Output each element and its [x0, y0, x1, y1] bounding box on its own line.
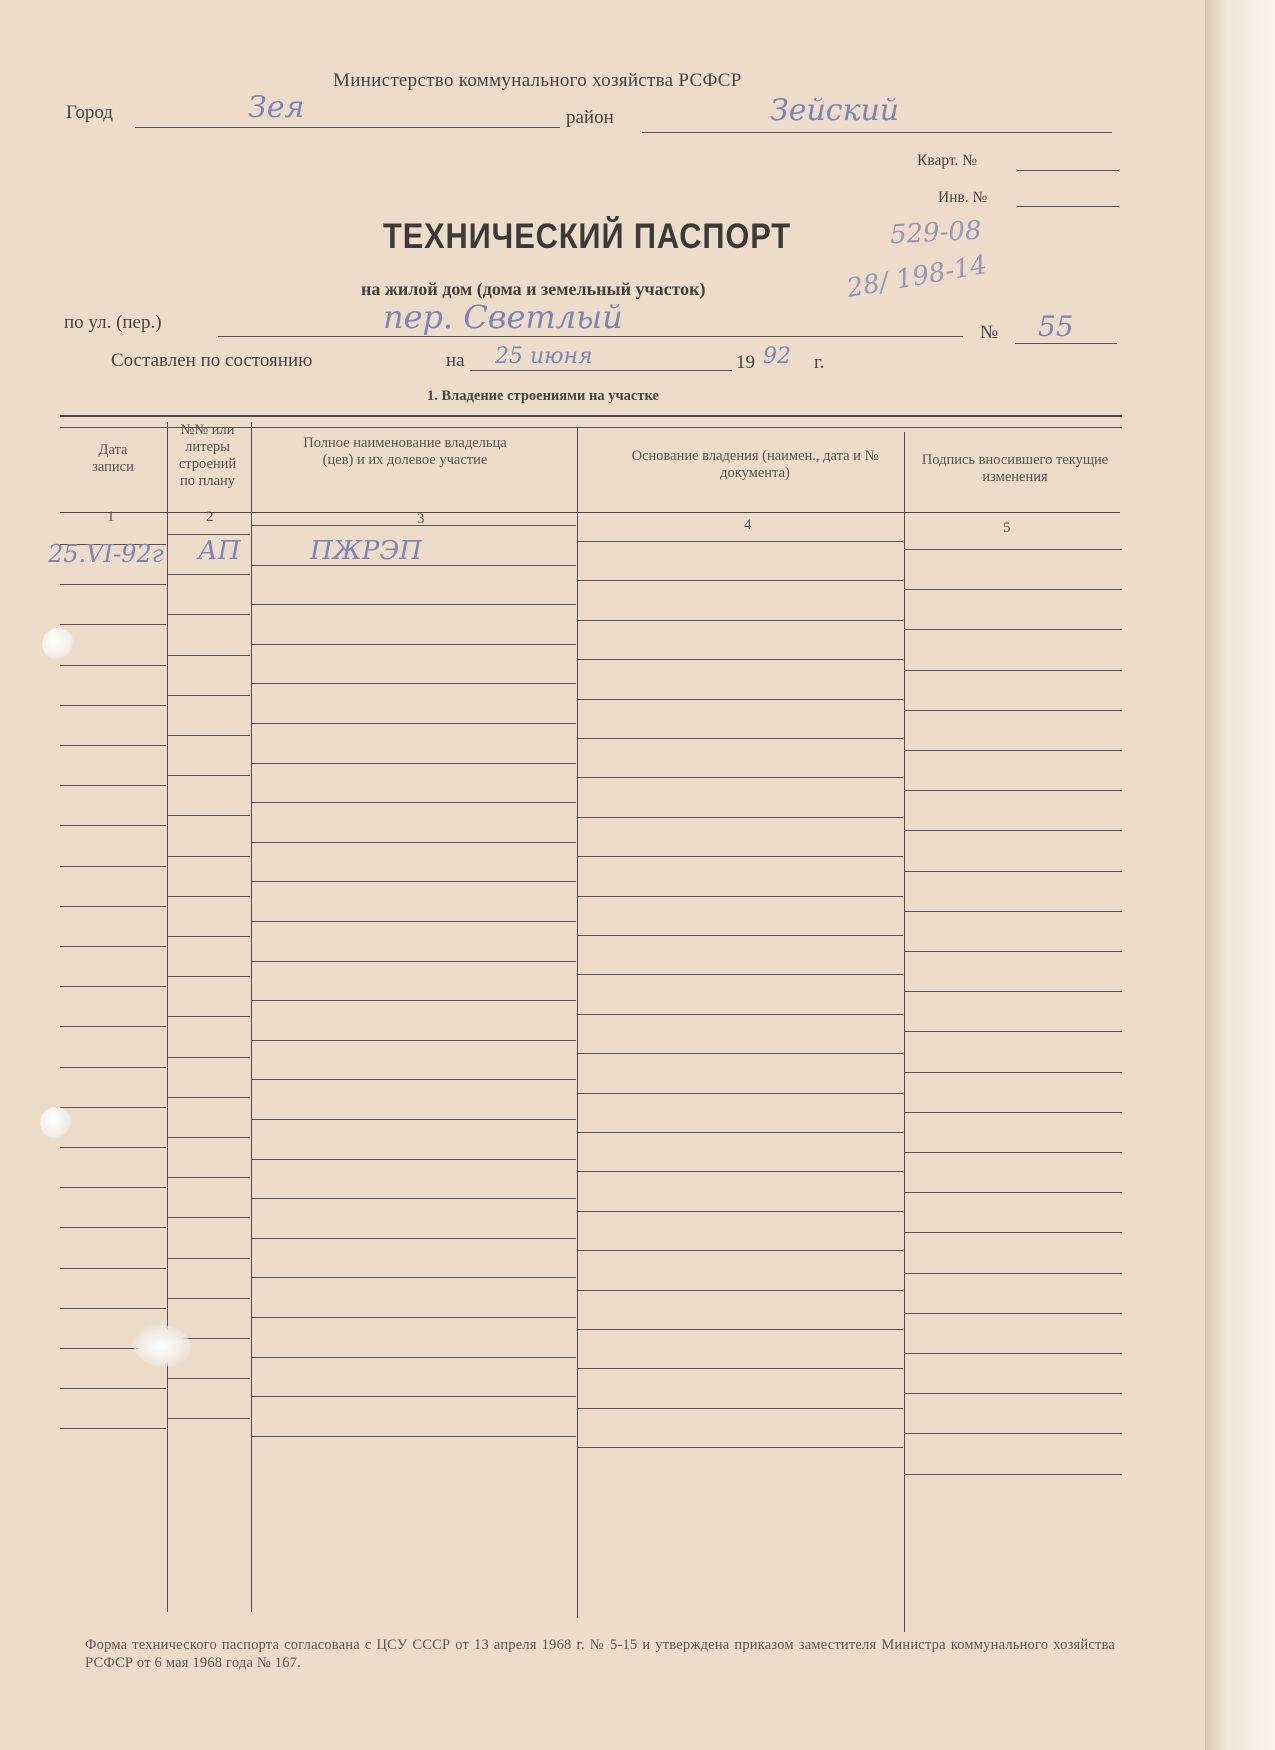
table-row-line [252, 1317, 576, 1318]
table-row-line [168, 1057, 250, 1058]
table-row-line [252, 921, 576, 922]
form-approval-note: Форма технического паспорта согласована с ЦСУ СССР от 13 апреля 1968 г. № 5-15 и утверждена приказом заместителя Министра коммунального хозяйства РСФСР от 6 мая 1968 года № 167. [85, 1637, 1115, 1671]
table-row-line [905, 750, 1122, 751]
on-label: на [446, 350, 465, 371]
table-row-line [578, 935, 903, 936]
table-row-line [252, 1357, 576, 1358]
table-row-line [60, 1428, 166, 1429]
header-signature: Подпись вносившего текущие изменения [921, 452, 1109, 485]
table-row-line [905, 1474, 1122, 1475]
table-row-line [578, 541, 903, 542]
column-divider-2 [251, 422, 252, 1612]
table-row-line [60, 866, 166, 867]
number-label: № [980, 322, 999, 343]
table-row-line [578, 699, 903, 700]
year-prefix: 19 [736, 352, 755, 373]
table-row-line [905, 991, 1122, 992]
table-row-line [252, 1277, 576, 1278]
table-row-line [168, 856, 250, 857]
table-row-line [578, 1368, 903, 1369]
header-owner: Полное наименование владельца (цев) и их долевое участие [303, 435, 507, 468]
note-inventory-1: 529-08 [889, 215, 983, 251]
table-row-line [60, 906, 166, 907]
column-number-2: 2 [206, 509, 214, 525]
table-row-line [252, 842, 576, 843]
table-row-line [60, 1227, 166, 1228]
table-row-line [905, 830, 1122, 831]
table-row-line [60, 1268, 166, 1269]
table-row-line [578, 620, 903, 621]
table-row-line [168, 1137, 250, 1138]
row-1-owner: ПЖРЭП [310, 536, 422, 566]
table-row-line [578, 1250, 903, 1251]
street-underline [218, 336, 963, 337]
table-row-line [905, 1152, 1122, 1153]
table-row-line [905, 549, 1122, 550]
table-row-line [168, 1097, 250, 1098]
number-value: 55 [1038, 310, 1074, 343]
table-row-line [252, 1159, 576, 1160]
district-value: Зейский [770, 93, 900, 128]
street-label: по ул. (пер.) [64, 312, 162, 333]
inv-label: Инв. № [938, 189, 988, 206]
table-row-line [60, 1147, 166, 1148]
table-row-line [905, 1232, 1122, 1233]
page-edge [1205, 0, 1275, 1750]
table-row-line [578, 580, 903, 581]
table-row-line [578, 1053, 903, 1054]
table-row-line [60, 986, 166, 987]
table-row-line [60, 1107, 166, 1108]
table-row-line [578, 974, 903, 975]
header-date: Дата записи [92, 442, 134, 475]
table-row-line [252, 961, 576, 962]
table-row-line [60, 785, 166, 786]
number-underline [1015, 343, 1117, 344]
table-row-line [168, 1016, 250, 1017]
table-row-line [905, 871, 1122, 872]
table-row-line [905, 1313, 1122, 1314]
table-row-line [168, 574, 250, 575]
year-value: 92 [763, 344, 791, 369]
table-row-line [168, 655, 250, 656]
table-row-line [905, 790, 1122, 791]
punch-hole-top [42, 628, 74, 660]
ministry-line: Министерство коммунального хозяйства РСФСР [333, 70, 742, 91]
row-1-date: 25.VI-92г [48, 540, 164, 568]
inv-underline [1017, 206, 1119, 207]
table-row-line [168, 695, 250, 696]
table-row-line [252, 763, 576, 764]
table-row-line [252, 1396, 576, 1397]
table-row-line [168, 614, 250, 615]
table-row-line [578, 1171, 903, 1172]
table-row-line [578, 1093, 903, 1094]
table-row-line [252, 1198, 576, 1199]
table-row-line [578, 1447, 903, 1448]
table-row-line [252, 1119, 576, 1120]
table-row-line [168, 1378, 250, 1379]
kvart-label: Кварт. № [917, 152, 978, 169]
column-divider-4 [904, 432, 905, 1632]
passport-subtitle: на жилой дом (дома и земельный участок) [361, 279, 706, 299]
table-row-line [168, 534, 250, 535]
table-row-line [60, 665, 166, 666]
table-row-line [905, 911, 1122, 912]
compiled-label: Составлен по состоянию [111, 350, 313, 371]
table-row-line [578, 738, 903, 739]
table-row-line [905, 1031, 1122, 1032]
column-divider-1 [167, 422, 168, 1612]
column-number-5: 5 [1003, 520, 1011, 536]
table-row-line [252, 604, 576, 605]
table-row-line [578, 1329, 903, 1330]
table-row-line [252, 1000, 576, 1001]
table-row-line [60, 1388, 166, 1389]
table-row-line [168, 775, 250, 776]
table-row-line [252, 683, 576, 684]
passport-title: ТЕХНИЧЕСКИЙ ПАСПОРТ [383, 217, 791, 256]
row-1-letter: АП [198, 536, 241, 566]
table-row-line [252, 802, 576, 803]
table-row-line [905, 951, 1122, 952]
column-divider-3 [577, 428, 578, 1618]
table-row-line [905, 1273, 1122, 1274]
table-row-line [578, 817, 903, 818]
table-row-line [905, 629, 1122, 630]
table-row-line [60, 1026, 166, 1027]
table-row-line [252, 1079, 576, 1080]
table-row-line [578, 777, 903, 778]
city-label: Город [66, 102, 113, 123]
table-row-line [905, 670, 1122, 671]
table-row-line [578, 1408, 903, 1409]
table-row-line [60, 1308, 166, 1309]
note-inventory-2: 28/ 198-14 [844, 249, 990, 305]
punch-hole-bottom [40, 1107, 72, 1139]
table-row-line [168, 936, 250, 937]
street-value: пер. Светлый [383, 298, 623, 336]
kvart-underline [1017, 170, 1119, 171]
table-row-line [905, 1192, 1122, 1193]
table-row-line [168, 1177, 250, 1178]
table-row-line [252, 723, 576, 724]
table-row-line [60, 624, 166, 625]
column-number-3: 3 [417, 511, 425, 527]
table-row-line [905, 710, 1122, 711]
table-row-line [578, 1290, 903, 1291]
table-row-line [578, 1211, 903, 1212]
table-row-line [60, 946, 166, 947]
table-row-line [578, 896, 903, 897]
date-value: 25 июня [495, 344, 593, 369]
table-row-line [905, 589, 1122, 590]
table-row-line [252, 525, 576, 526]
table-row-line [905, 1112, 1122, 1113]
section-title: 1. Владение строениями на участке [427, 388, 659, 404]
table-row-line [578, 1014, 903, 1015]
table-row-line [168, 735, 250, 736]
table-row-line [252, 1436, 576, 1437]
date-underline [470, 370, 732, 371]
city-underline [135, 127, 560, 128]
table-row-line [60, 1187, 166, 1188]
column-number-4: 4 [744, 517, 752, 533]
column-number-1: 1 [107, 509, 115, 525]
table-row-line [578, 1132, 903, 1133]
table-row-line [168, 815, 250, 816]
table-row-line [168, 976, 250, 977]
table-top-line [60, 415, 1122, 417]
table-row-line [578, 659, 903, 660]
table-row-line [168, 1258, 250, 1259]
district-label: район [566, 107, 614, 128]
table-row-line [905, 1433, 1122, 1434]
table-row-line [252, 881, 576, 882]
header-basis: Основание владения (наимен., дата и № документа) [631, 448, 879, 481]
table-row-line [168, 1418, 250, 1419]
table-row-line [60, 825, 166, 826]
table-row-line [905, 1393, 1122, 1394]
table-row-line [168, 1217, 250, 1218]
table-row-line [168, 1298, 250, 1299]
table-row-line [60, 745, 166, 746]
city-value: Зея [248, 90, 305, 125]
table-row-line [905, 1072, 1122, 1073]
table-row-line [905, 1353, 1122, 1354]
header-bottom-line [60, 512, 1120, 513]
table-row-line [60, 705, 166, 706]
header-letter: №№ или литеры строений по плану [178, 422, 237, 489]
table-row-line [578, 856, 903, 857]
table-row-line [252, 644, 576, 645]
table-row-line [252, 1040, 576, 1041]
table-row-line [60, 584, 166, 585]
table-row-line [168, 896, 250, 897]
year-suffix: г. [814, 352, 825, 373]
table-row-line [252, 1238, 576, 1239]
district-underline [642, 132, 1112, 133]
table-row-line [60, 1067, 166, 1068]
